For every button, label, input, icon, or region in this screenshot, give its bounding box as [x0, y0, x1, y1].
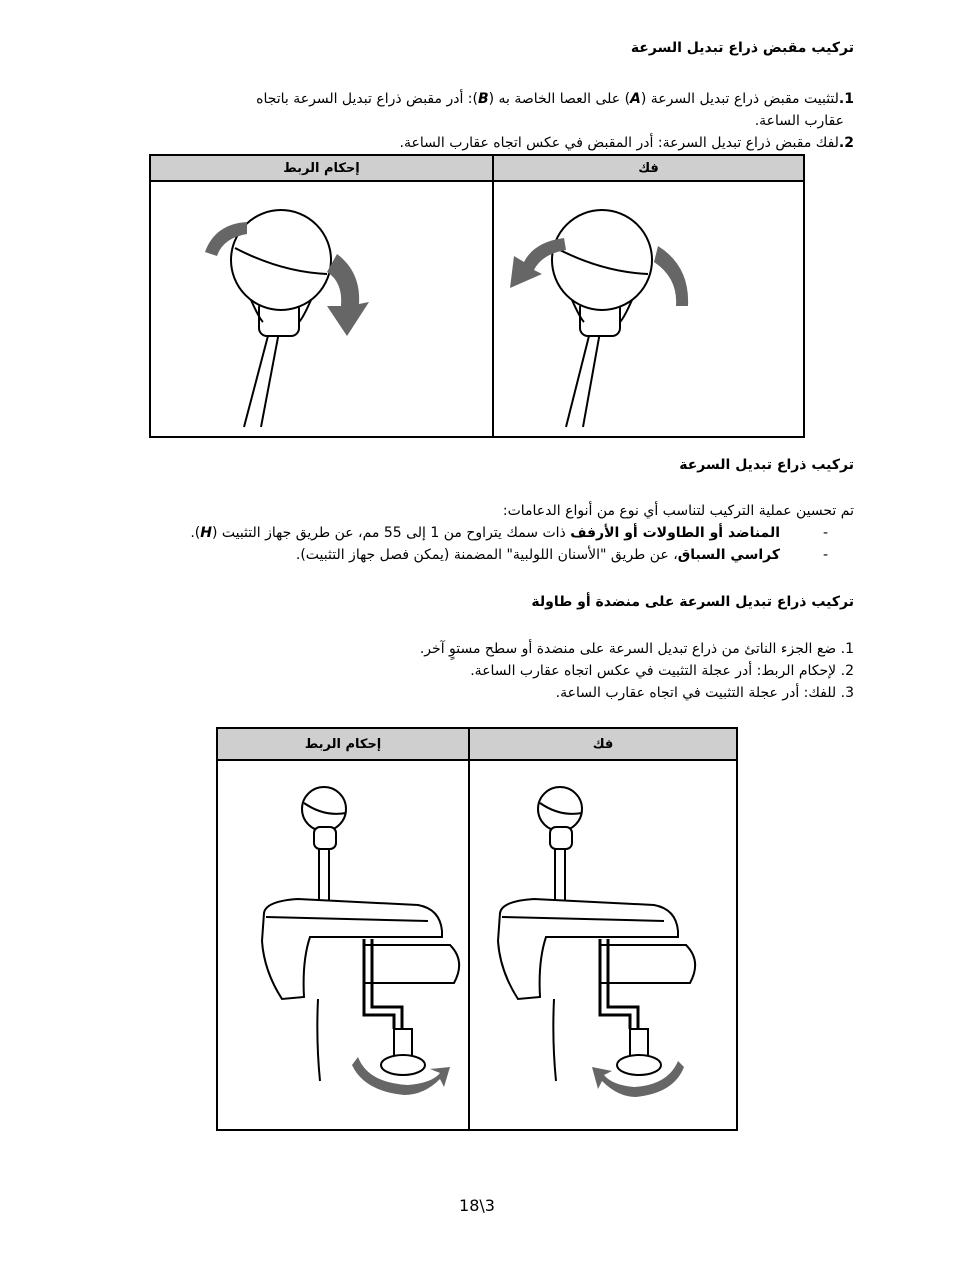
step-1-text-b: ) على العصا الخاصة به ( — [488, 91, 631, 107]
bullet-tables — [134, 522, 854, 544]
bullet-seats — [134, 544, 854, 566]
bullet-2-text: ، عن طريق "الأسنان اللولبية" المضمنة (يمكن فصل جهاز التثبيت). — [295, 547, 678, 563]
bullet-1-end: ). — [190, 525, 201, 541]
section-title-shifter: تركيب ذراع تبديل السرعة — [679, 457, 854, 473]
clamp-figure-table — [216, 727, 738, 1131]
bullet-mark-2: - — [822, 547, 828, 563]
label-a: A — [630, 91, 641, 107]
mount-intro: تم تحسين عملية التركيب لتناسب أي نوع من أنواع الدعامات: — [502, 503, 854, 519]
clamp-tighten-illustration — [218, 761, 468, 1125]
clamp-unlock-cell — [469, 760, 737, 1130]
section-title-knob: تركيب مقبض ذراع تبديل السرعة — [630, 40, 854, 56]
bullet-1-text: ذات سمك يتراوح من 1 إلى 55 مم، عن طريق جهاز التثبيت ( — [211, 525, 571, 541]
section-title-table-mount: تركيب ذراع تبديل السرعة على منضدة أو طاولة — [531, 594, 854, 610]
knob-figure-table — [149, 154, 805, 438]
label-b: B — [477, 91, 489, 107]
header-unlock: فك — [493, 155, 804, 181]
label-h: H — [200, 525, 212, 541]
step-1-number: 1. — [838, 91, 854, 107]
knob-unlock-cell — [493, 181, 804, 437]
bullet-1-bold: المناضد أو الطاولات أو الأرفف — [570, 525, 780, 541]
mount-step-2: 2. لإحكام الربط: أدر عجلة التثبيت في عكس اتجاه عقارب الساعة. — [470, 663, 854, 679]
header-unlock-2: فك — [469, 728, 737, 760]
knob-tighten-illustration — [151, 182, 491, 432]
knob-lock-cell — [150, 181, 493, 437]
mount-step-1: 1. ضع الجزء الناتئ من ذراع تبديل السرعة على منضدة أو سطح مستوٍ آخر. — [419, 641, 854, 657]
header-lock: إحكام الربط — [150, 155, 493, 181]
clamp-loosen-illustration — [470, 761, 736, 1125]
step-1-text-a: لتثبيت مقبض ذراع تبديل السرعة ( — [640, 91, 839, 107]
knob-loosen-illustration — [494, 182, 802, 432]
bullet-2-bold: كراسي السباق — [677, 547, 780, 563]
page-number: 18\3 — [459, 1196, 495, 1215]
step-1 — [134, 88, 854, 132]
clamp-lock-cell — [217, 760, 469, 1130]
step-1-text-d: عقارب الساعة. — [754, 113, 844, 129]
step-2 — [400, 132, 854, 154]
step-2-text: لفك مقبض ذراع تبديل السرعة: أدر المقبض في عكس اتجاه عقارب الساعة. — [399, 135, 839, 151]
header-lock-2: إحكام الربط — [217, 728, 469, 760]
step-1-text-c: ): أدر مقبض ذراع تبديل السرعة باتجاه — [256, 91, 478, 107]
mount-step-3: 3. للفك: أدر عجلة التثبيت في اتجاه عقارب الساعة. — [555, 685, 854, 701]
step-2-number: 2. — [838, 135, 854, 151]
bullet-mark-1: - — [822, 525, 828, 541]
